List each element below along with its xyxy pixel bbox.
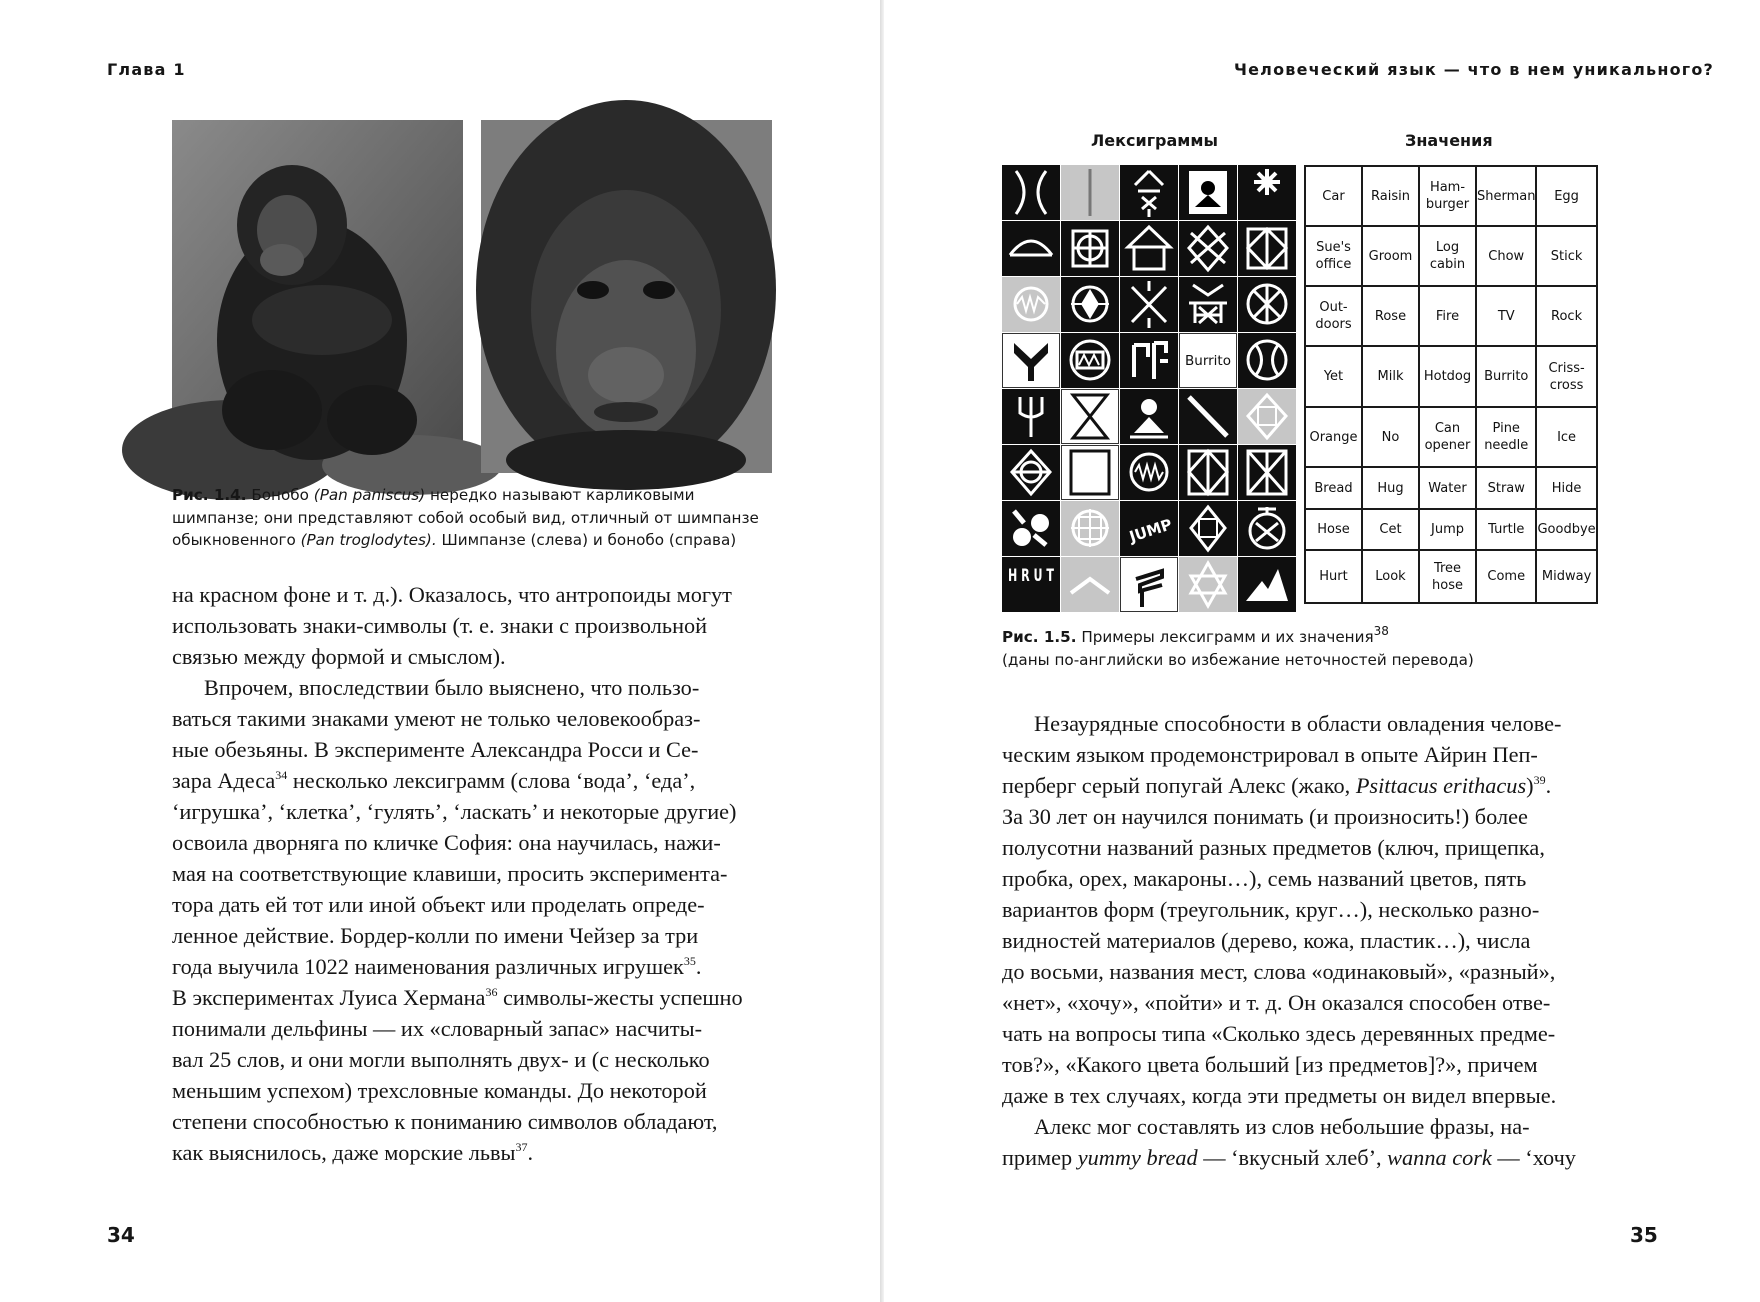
- meanings-row: [1305, 550, 1597, 603]
- text-span: В экспериментах Луиса Хермана: [172, 985, 486, 1010]
- lexigram-hug-icon: [1061, 445, 1119, 500]
- lexigram-crisscross-icon: [1238, 333, 1296, 388]
- text-line: освоила дворняга по кличке София: она научилась, нажи-: [172, 830, 721, 855]
- footnote-ref: 39: [1533, 772, 1546, 787]
- page-number-right: 35: [1630, 1223, 1658, 1247]
- lexigram-hurt-icon: [1002, 557, 1060, 612]
- caption-latin: (Pan troglodytes).: [300, 531, 437, 549]
- caption-text: обыкновенного: [172, 531, 296, 549]
- meaning-text: Straw: [1487, 480, 1525, 496]
- meaning-text: Log: [1435, 240, 1460, 255]
- meaning-text: office: [1315, 257, 1352, 272]
- lexigram-bread-icon: [1002, 445, 1060, 500]
- meaning-cell: [1536, 166, 1596, 226]
- lexigram-raisin-icon: [1061, 165, 1119, 220]
- meaning-text: Can: [1434, 421, 1461, 436]
- meanings-row: [1305, 467, 1597, 509]
- text-line: ные обезьяны. В эксперименте Александра Росси и Се-: [172, 737, 699, 762]
- meaning-text: burger: [1425, 197, 1470, 212]
- text-line: ческим языком продемонстрировал в опыте Айрин Пеп-: [1002, 742, 1538, 767]
- text-line: пробка, орех, макароны…), семь названий цветов, пять: [1002, 866, 1527, 891]
- lexigram-hide-icon: [1238, 445, 1296, 500]
- lexigram-ice-icon: [1238, 389, 1296, 444]
- page-number-left: 34: [107, 1223, 135, 1247]
- meaning-cell: [1476, 550, 1536, 603]
- text-line: степени способностью к пониманию символов обладают,: [172, 1109, 718, 1134]
- latin-name: Psittacus erithacus: [1355, 773, 1527, 798]
- meaning-cell: [1362, 286, 1419, 346]
- meaning-cell: [1476, 346, 1536, 407]
- text-line: связью между формой и смыслом).: [172, 644, 506, 669]
- meaning-cell: [1419, 166, 1476, 226]
- lexigram-log-cabin-icon: [1120, 221, 1178, 276]
- text-span: — ‘хочу: [1491, 1145, 1576, 1170]
- meaning-cell: [1419, 467, 1476, 509]
- meaning-text: Raisin: [1371, 188, 1410, 204]
- caption-line: шимпанзе; они представляют собой особый вид, отличный от шимпанзе: [172, 508, 759, 527]
- meaning-cell: [1476, 286, 1536, 346]
- meaning-cell: [1362, 226, 1419, 286]
- bonobo-photo: [481, 120, 772, 473]
- meaning-cell: [1305, 286, 1362, 346]
- text-span: символы-жесты успешно: [497, 985, 743, 1010]
- hurt-lexigram-text: H R U T: [1008, 566, 1055, 586]
- caption-text: Бонобо: [251, 486, 309, 504]
- text-span: зара Адеса: [172, 768, 276, 793]
- meaning-text: Cet: [1379, 522, 1402, 537]
- lexigram-no-icon: [1061, 389, 1119, 444]
- text-line: видностей материалов (дерево, кожа, пластик…), числа: [1002, 928, 1531, 953]
- meaning-cell: [1536, 550, 1596, 603]
- meaning-text: Ham-: [1429, 180, 1466, 195]
- lexigram-rose-icon: [1061, 277, 1119, 332]
- text-line: «нет», «хочу», «пойти» и т. д. Он оказался способен отве-: [1002, 990, 1551, 1015]
- meaning-cell: [1536, 346, 1596, 407]
- left-body-text: [172, 579, 743, 1168]
- meaning-text: Out-: [1319, 300, 1348, 315]
- right-page: [884, 0, 1760, 1302]
- meaning-cell: [1476, 467, 1536, 509]
- meaning-cell: [1305, 346, 1362, 407]
- lexigram-egg-icon: [1238, 165, 1296, 220]
- meaning-text: Sue's: [1316, 240, 1351, 255]
- meaning-text: Midway: [1541, 569, 1592, 584]
- meaning-text: Car: [1322, 188, 1345, 204]
- lexigram-tree-hose-icon: [1120, 557, 1178, 612]
- text-line: даже в тех случаях, когда эти предметы он видел впервые.: [1002, 1083, 1557, 1108]
- lexigram-yet-icon: [1002, 333, 1060, 388]
- meaning-cell: [1419, 550, 1476, 603]
- text-line: мая на соответствующие клавиши, просить эксперимента-: [172, 861, 728, 886]
- meanings-row: [1305, 346, 1597, 407]
- meaning-cell: [1536, 509, 1596, 550]
- meaning-cell: [1362, 407, 1419, 467]
- footnote-ref: 38: [1373, 623, 1389, 638]
- lexigram-sues-office-icon: [1002, 221, 1060, 276]
- text-line: чать на вопросы типа «Сколько здесь деревянных предме-: [1002, 1021, 1556, 1046]
- meaning-cell: [1419, 407, 1476, 467]
- lexigram-sherman-icon: [1179, 165, 1237, 220]
- meaning-text: Hug: [1377, 480, 1404, 496]
- text-span: .: [695, 954, 702, 979]
- text-line: тора дать ей тот или иной объект или проделать опреде-: [172, 892, 705, 917]
- meaning-cell: [1362, 550, 1419, 603]
- meaning-cell: [1305, 509, 1362, 550]
- text-span: как выяснилось, даже морские львы: [172, 1140, 516, 1165]
- meaning-text: Burrito: [1484, 369, 1529, 384]
- jump-lexigram-text: JUMP: [1127, 515, 1175, 546]
- meaning-text: Rock: [1551, 308, 1583, 324]
- meaning-cell: [1305, 407, 1362, 467]
- text-span: .: [1545, 773, 1552, 798]
- figure-1-5-caption: [1002, 623, 1474, 671]
- lexigram-burrito-icon: [1179, 333, 1237, 388]
- caption-text: Примеры лексиграмм и их значения: [1081, 628, 1374, 646]
- meaning-text: Goodbye: [1537, 522, 1596, 537]
- meaning-text: Bread: [1314, 480, 1353, 496]
- meaning-cell: [1362, 166, 1419, 226]
- text-line: [172, 982, 743, 1013]
- lexigram-pine-needle-icon: [1179, 389, 1237, 444]
- caption-line: (даны по-английски во избежание неточностей перевода): [1002, 650, 1474, 669]
- meanings-row: [1305, 407, 1597, 467]
- meaning-text: Orange: [1309, 429, 1358, 445]
- lexigram-groom-icon: [1061, 221, 1119, 276]
- lexigram-hamburger-icon: [1120, 165, 1178, 220]
- text-span: .: [527, 1140, 534, 1165]
- meaning-text: Sherman: [1477, 188, 1536, 204]
- meaning-text: Egg: [1554, 188, 1579, 204]
- footnote-ref: 35: [683, 953, 696, 968]
- lexigram-fire-icon: [1120, 277, 1178, 332]
- caption-text: нередко называют карликовыми: [429, 486, 695, 504]
- meanings-row: [1305, 226, 1597, 286]
- meaning-text: Pine: [1492, 421, 1520, 436]
- lexigram-cet-icon: [1061, 501, 1119, 556]
- lexigram-grid: [1002, 165, 1297, 613]
- text-line: Алекс мог составлять из слов небольшие фразы, на-: [1034, 1114, 1530, 1139]
- meaning-cell: [1362, 509, 1419, 550]
- lexigram-goodbye-icon: [1238, 501, 1296, 556]
- running-head-right: Человеческий язык — что в нем уникального?: [1234, 60, 1715, 79]
- meaning-text: Hotdog: [1423, 369, 1472, 384]
- meaning-cell: [1305, 550, 1362, 603]
- meaning-cell: [1419, 509, 1476, 550]
- meaning-cell: [1419, 226, 1476, 286]
- meaning-text: Water: [1428, 480, 1467, 496]
- caption-text: Шимпанзе (слева) и бонобо (справа): [441, 531, 737, 549]
- meaning-text: Come: [1487, 569, 1526, 584]
- lexigram-car-icon: [1002, 165, 1060, 220]
- right-body-text: [1002, 708, 1576, 1173]
- text-span: ): [1526, 773, 1534, 798]
- meaning-text: Tree: [1433, 560, 1462, 576]
- text-line: ваться такими знаками умеют не только человекообраз-: [172, 706, 701, 731]
- meaning-text: Chow: [1488, 248, 1525, 264]
- running-head-left: Глава 1: [107, 60, 186, 79]
- lexigram-jump-icon: [1120, 501, 1178, 556]
- text-line: [172, 951, 743, 982]
- figure-label: Рис. 1.4.: [172, 486, 247, 504]
- meaning-text: Ice: [1557, 429, 1577, 445]
- text-line: [1002, 770, 1576, 801]
- meaning-text: Stick: [1550, 248, 1583, 264]
- text-line: на красном фоне и т. д.). Оказалось, что антропоиды могут: [172, 582, 732, 607]
- text-line: меньшим успехом) трехсловные команды. До некоторой: [172, 1078, 707, 1103]
- figure-1-4-caption: [172, 484, 759, 552]
- meaning-cell: [1305, 166, 1362, 226]
- meanings-row: [1305, 166, 1597, 226]
- text-line: За 30 лет он научился понимать (и произносить!) более: [1002, 804, 1528, 829]
- text-line: вариантов форм (треугольник, круг…), несколько разно-: [1002, 897, 1540, 922]
- lexigram-look-icon: [1061, 557, 1119, 612]
- chimpanzee-photo: [172, 120, 463, 473]
- text-span: — ‘вкусный хлеб’,: [1197, 1145, 1388, 1170]
- lexigram-rock-icon: [1238, 277, 1296, 332]
- meaning-text: Groom: [1368, 248, 1413, 264]
- meaning-text: Milk: [1377, 369, 1404, 384]
- meanings-row: [1305, 509, 1597, 550]
- meaning-text: No: [1381, 429, 1400, 445]
- lexigrams-heading: Лексиграммы: [1091, 131, 1218, 150]
- meaning-text: Rose: [1374, 308, 1407, 324]
- meaning-text: cabin: [1429, 257, 1466, 272]
- lexigram-turtle-icon: [1179, 501, 1237, 556]
- meaning-cell: [1476, 407, 1536, 467]
- meaning-text: Yet: [1323, 369, 1344, 384]
- lexigram-orange-icon: [1002, 389, 1060, 444]
- meaning-text: Hide: [1551, 480, 1582, 496]
- text-line: вал 25 слов, и они могли выполнять двух- и (с несколько: [172, 1047, 710, 1072]
- meaning-cell: [1305, 467, 1362, 509]
- meaning-cell: [1536, 467, 1596, 509]
- meaning-cell: [1419, 346, 1476, 407]
- figure-label: Рис. 1.5.: [1002, 628, 1077, 646]
- footnote-ref: 34: [275, 767, 288, 782]
- meaning-text: Turtle: [1488, 522, 1525, 537]
- meaning-text: cross: [1549, 377, 1584, 393]
- meaning-cell: [1476, 166, 1536, 226]
- text-line: до восьми, названия мест, слова «одинаковый», «разный»,: [1002, 959, 1556, 984]
- text-line: полусотни названий разных предметов (ключ, прищепка,: [1002, 835, 1545, 860]
- meaning-text: Hose: [1317, 522, 1350, 537]
- lexigram-chow-icon: [1179, 221, 1237, 276]
- meaning-cell: [1476, 226, 1536, 286]
- meaning-cell: [1476, 509, 1536, 550]
- text-span: перберг серый попугай Алекс (жако,: [1002, 773, 1356, 798]
- text-span: пример: [1002, 1145, 1078, 1170]
- meaning-text: Criss-: [1548, 360, 1585, 376]
- text-line: Впрочем, впоследствии было выяснено, что пользо-: [204, 675, 700, 700]
- meaning-text: needle: [1484, 438, 1529, 453]
- lexigram-water-icon: [1120, 445, 1178, 500]
- lexigram-burrito-text: Burrito: [1185, 352, 1231, 369]
- footnote-ref: 37: [515, 1139, 528, 1154]
- lexigram-hose-icon: [1002, 501, 1060, 556]
- meaning-text: doors: [1315, 317, 1352, 332]
- english-phrase: yummy bread: [1077, 1145, 1198, 1170]
- lexigram-hotdog-icon: [1120, 333, 1178, 388]
- meaning-text: opener: [1424, 438, 1471, 453]
- text-line: тов?», «Какого цвета больший [из предметов]?», причем: [1002, 1052, 1538, 1077]
- meaning-text: Hurt: [1319, 569, 1348, 584]
- lexigram-come-icon: [1179, 557, 1237, 612]
- text-line: [1002, 1142, 1576, 1173]
- text-line: использовать знаки-символы (т. е. знаки с произвольной: [172, 613, 708, 638]
- text-line: ленное действие. Бордер-колли по имени Чейзер за три: [172, 923, 699, 948]
- meaning-cell: [1536, 407, 1596, 467]
- meaning-text: TV: [1497, 308, 1515, 324]
- text-line: Незаурядные способности в области овладения челове-: [1034, 711, 1562, 736]
- meanings-heading: Значения: [1405, 131, 1493, 150]
- caption-latin: (Pan paniscus): [313, 486, 426, 504]
- meaning-text: hose: [1432, 577, 1463, 593]
- text-line: [172, 1137, 743, 1168]
- meaning-cell: [1305, 226, 1362, 286]
- lexigram-tv-icon: [1179, 277, 1237, 332]
- lexigram-milk-icon: [1061, 333, 1119, 388]
- meaning-text: Look: [1375, 569, 1406, 584]
- text-line: ‘игрушка’, ‘клетка’, ‘гулять’, ‘ласкать’ и некоторые другие): [172, 799, 737, 824]
- lexigram-straw-icon: [1179, 445, 1237, 500]
- meaning-cell: [1419, 286, 1476, 346]
- text-span: несколько лексиграмм (слова ‘вода’, ‘еда’,: [287, 768, 696, 793]
- meanings-table: [1304, 165, 1598, 604]
- meaning-cell: [1536, 226, 1596, 286]
- meaning-cell: [1362, 346, 1419, 407]
- meanings-row: [1305, 286, 1597, 346]
- text-line: [172, 765, 743, 796]
- footnote-ref: 36: [485, 984, 498, 999]
- meaning-cell: [1536, 286, 1596, 346]
- meaning-text: Jump: [1431, 522, 1464, 537]
- english-phrase: wanna cork: [1387, 1145, 1492, 1170]
- meaning-cell: [1362, 467, 1419, 509]
- meaning-text: Fire: [1435, 308, 1460, 324]
- text-span: года выучила 1022 наименования различных игрушек: [172, 954, 684, 979]
- lexigram-outdoors-icon: [1002, 277, 1060, 332]
- lexigram-can-opener-icon: [1120, 389, 1178, 444]
- text-line: понимали дельфины — их «словарный запас» насчиты-: [172, 1016, 703, 1041]
- lexigram-midway-icon: [1238, 557, 1296, 612]
- lexigram-stick-icon: [1238, 221, 1296, 276]
